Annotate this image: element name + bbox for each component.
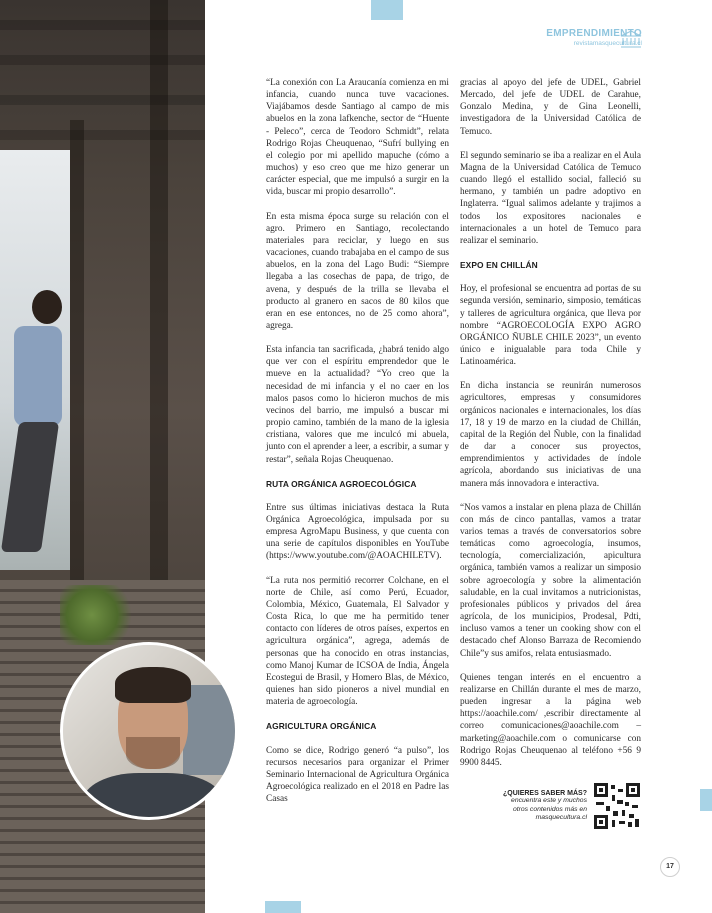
building-columns-icon (620, 30, 642, 48)
article-column-right (460, 77, 641, 781)
more-info-question: ¿QUIERES SABER MÁS? (502, 790, 587, 797)
paragraph: “La conexión con La Araucanía comienza en mi infancia, cuando nunca tuve vacaciones. Viajábamos desde Santiago al campo de mis abuelos en la zona lafkenche, sector de “Huente - Peleco”, cerca de Teodoro Schmidt”, relata Rodrigo Rojas Cheuquenao, “Sufrí bullying en el colegio por mi apellido mapuche (cómo a muchos) y eso creo que me hizo generar un carácter especial, que me impulsó a surgir en la vida, buscar mi propio desarrollo”. (266, 78, 449, 198)
qr-code-icon[interactable] (594, 783, 640, 829)
paragraph: Entre sus últimas iniciativas destaca la Ruta Orgánica Agroecológica, impulsada por su empresa AgroMapu Business, y que cuenta con una serie de capítulos disponibles en YouTube (https://www.youtube.com/@AOACHILETV). (266, 502, 449, 562)
page-number: 17 (660, 857, 680, 877)
paragraph: “La ruta nos permitió recorrer Colchane, en el norte de Chile, así como Perú, Ecuador, Colombia, México, Guatemala, El Salvador y Costa Rica, lo que me ha permitido tener contacto con líderes de otros países, expertos en agricultura orgánica”, agrega, además de personas que ha conocido en otras instancias, como Manoj Kumar de ICSOA de India, Ángela Ecostegui de Brasil, y Homero Blas, de México, quienes han sido pioneros a nivel mundial en materia de agroecología. (266, 575, 449, 708)
subheading: RUTA ORGÁNICA AGROECOLÓGICA (266, 478, 417, 489)
paragraph: En dicha instancia se reunirán numerosos agricultores, empresas y consumidores orgánicos nacionales e internacionales, los días 17, 18 y 19 de marzo en la ciudad de Chillán, capital de la Región del Ñuble, con la finalidad de dar a conocer sus proyectos, emprendimientos y actividades de índole agrícola, abordando sus iniciativas de una manera más innovadora e interactiva. (460, 381, 641, 489)
bottom-accent-tab (265, 901, 301, 913)
paragraph: El segundo seminario se iba a realizar en el Aula Magna de la Universidad Católica de Temuco cuando llegó el estallido social, falleció su hermano, y también un padre adoptivo en Inglaterra. “Igual salimos adelante y trajimos a todos los expositores nacionales e internacionales a un hotel de Temuco para realizar el seminario. (460, 150, 641, 246)
plant (60, 585, 140, 645)
more-info-text: encuentra este y muchos otros contenidos más en masquecultura.cl (511, 797, 587, 821)
top-accent-tab (371, 0, 403, 20)
paragraph: gracias al apoyo del jefe de UDEL, Gabriel Mercado, del jefe de UDEL de Carahue, Gonzalo Medina, y de Gina Leonelli, investigadora de la Universidad Católica de Temuco. (460, 78, 641, 137)
author-portrait (60, 642, 238, 820)
subheading: AGRICULTURA ORGÁNICA (266, 721, 377, 732)
person-figure (6, 290, 66, 580)
subheading: EXPO EN CHILLÁN (460, 260, 538, 271)
paragraph: Hoy, el profesional se encuentra ad portas de su segunda versión, seminario, simposio, temáticas y talleres de agricultura orgánica, que lleva por nombre “AGROECOLOGÍA EXPO AGRO ORGÁNICO ÑUBLE CHILE 2023”, un evento único e inigualable para toda Chile y Latinoamérica. (460, 284, 641, 368)
section-title: EMPRENDIMIENTO (546, 28, 642, 39)
more-info-box (495, 790, 587, 823)
paragraph: Esta infancia tan sacrificada, ¿habrá tenido algo que ver con el espíritu emprendedor que le mueve en la actualidad? “Yo creo que la necesidad de mi infancia y el no caer en los malos pasos como lo hicieron muchos de mis vecinos del barrio, me impulsó a buscar mi propio camino, también de la mano de la iglesia cristiana, valores que me inculcó mi abuela, junto con el aprender a leer, a escribir, a sumar y restar”, señala Rojas Cheuquenao. (266, 345, 449, 465)
article-column-left (266, 77, 449, 817)
paragraph: “Nos vamos a instalar en plena plaza de Chillán con más de cinco pantallas, vamos a tratar varios temas a través de conversatorios sobre temáticas como agroecología, insumos, tecnología, comercialización, apicultura orgánica, también vamos a realizar un simposio sobre agroecología y sobre la alimentación saludable, en la cual invitamos a nutricionistas, profesionales públicos y privados del área agrícola, de los municipios, Prodesal, Pdti, incluso vamos a tener un cooking show con el destacado chef Alonso Barraza de Recomiendo Chile”y sus amifos, relata entusiasmado. (460, 502, 641, 659)
paragraph: En esta misma época surge su relación con el agro. Primero en Santiago, recolectando materiales para reciclar, y luego en sus vacaciones, cuando trabajaba en el campo de sus abuelos, en la zona del Lago Budi: “Siempre llegaba a las cosechas de papa, de trigo, de avena, y después de la trilla se llevaba el producto al granero en sacos de 80 kilos que eran en ese entonces, no de 25 como ahora”, agrega. (266, 211, 449, 331)
right-accent-tab (700, 789, 712, 811)
site-url: revistamasquecultura.cl (573, 40, 642, 47)
paragraph: Quienes tengan interés en el encuentro a realizarse en Chillán durante el mes de marzo, pueden ingresar a la página web https://aoachile.com/ ,escribir directamente al correo comunicaciones@aoachile.com – marketing@aoachile.com o comunicarse con Rodrigo Rojas Cheuquenao al teléfono +56 9 9900 8445. (460, 672, 641, 768)
paragraph: Como se dice, Rodrigo generó “a pulso”, los recursos necesarios para organizar el Primer Seminario Internacional de Agricultura Orgánica Agroecológica realizado en el 2018 en Padre las Casas (266, 745, 449, 805)
